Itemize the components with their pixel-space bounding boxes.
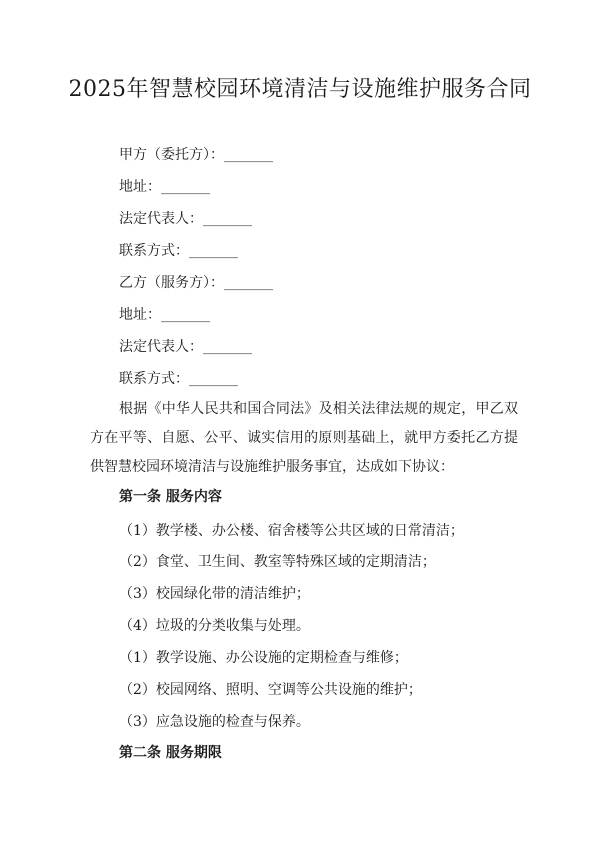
article-1-heading: 第一条 服务内容 bbox=[119, 489, 222, 505]
party-b-name: 乙方（服务方）：_______ bbox=[119, 275, 273, 291]
preamble-paragraph: 根据《中华人民共和国合同法》及相关法律法规的规定，甲乙双方在平等、自愿、公平、诚实信用的原则基础上，就甲方委托乙方提供智慧校园环境清洁与设施维护服务事宜，达成如下协议： bbox=[90, 401, 518, 475]
service-item: （1）教学楼、办公楼、宿舍楼等公共区域的日常清洁； bbox=[119, 523, 464, 539]
party-a-name: 甲方（委托方）：_______ bbox=[119, 147, 273, 163]
party-b-address: 地址：_______ bbox=[119, 307, 210, 323]
maintenance-item: （3）应急设施的检查与保养。 bbox=[119, 714, 310, 730]
party-a-contact: 联系方式：_______ bbox=[119, 243, 238, 259]
maintenance-item: （2）校园网络、照明、空调等公共设施的维护； bbox=[119, 682, 422, 698]
service-item: （3）校园绿化带的清洁维护； bbox=[119, 586, 310, 602]
party-a-representative: 法定代表人：_______ bbox=[119, 211, 252, 227]
article-2-heading: 第二条 服务期限 bbox=[119, 745, 222, 761]
party-a-address: 地址：_______ bbox=[119, 179, 210, 195]
maintenance-item: （1）教学设施、办公设施的定期检查与维修； bbox=[119, 650, 408, 666]
service-item: （2）食堂、卫生间、教室等特殊区域的定期清洁； bbox=[119, 554, 436, 570]
service-item: （4）垃圾的分类收集与处理。 bbox=[119, 618, 310, 634]
party-b-contact: 联系方式：_______ bbox=[119, 371, 238, 387]
contract-title: 2025年智慧校园环境清洁与设施维护服务合同 bbox=[68, 77, 532, 102]
party-b-representative: 法定代表人：_______ bbox=[119, 339, 252, 355]
